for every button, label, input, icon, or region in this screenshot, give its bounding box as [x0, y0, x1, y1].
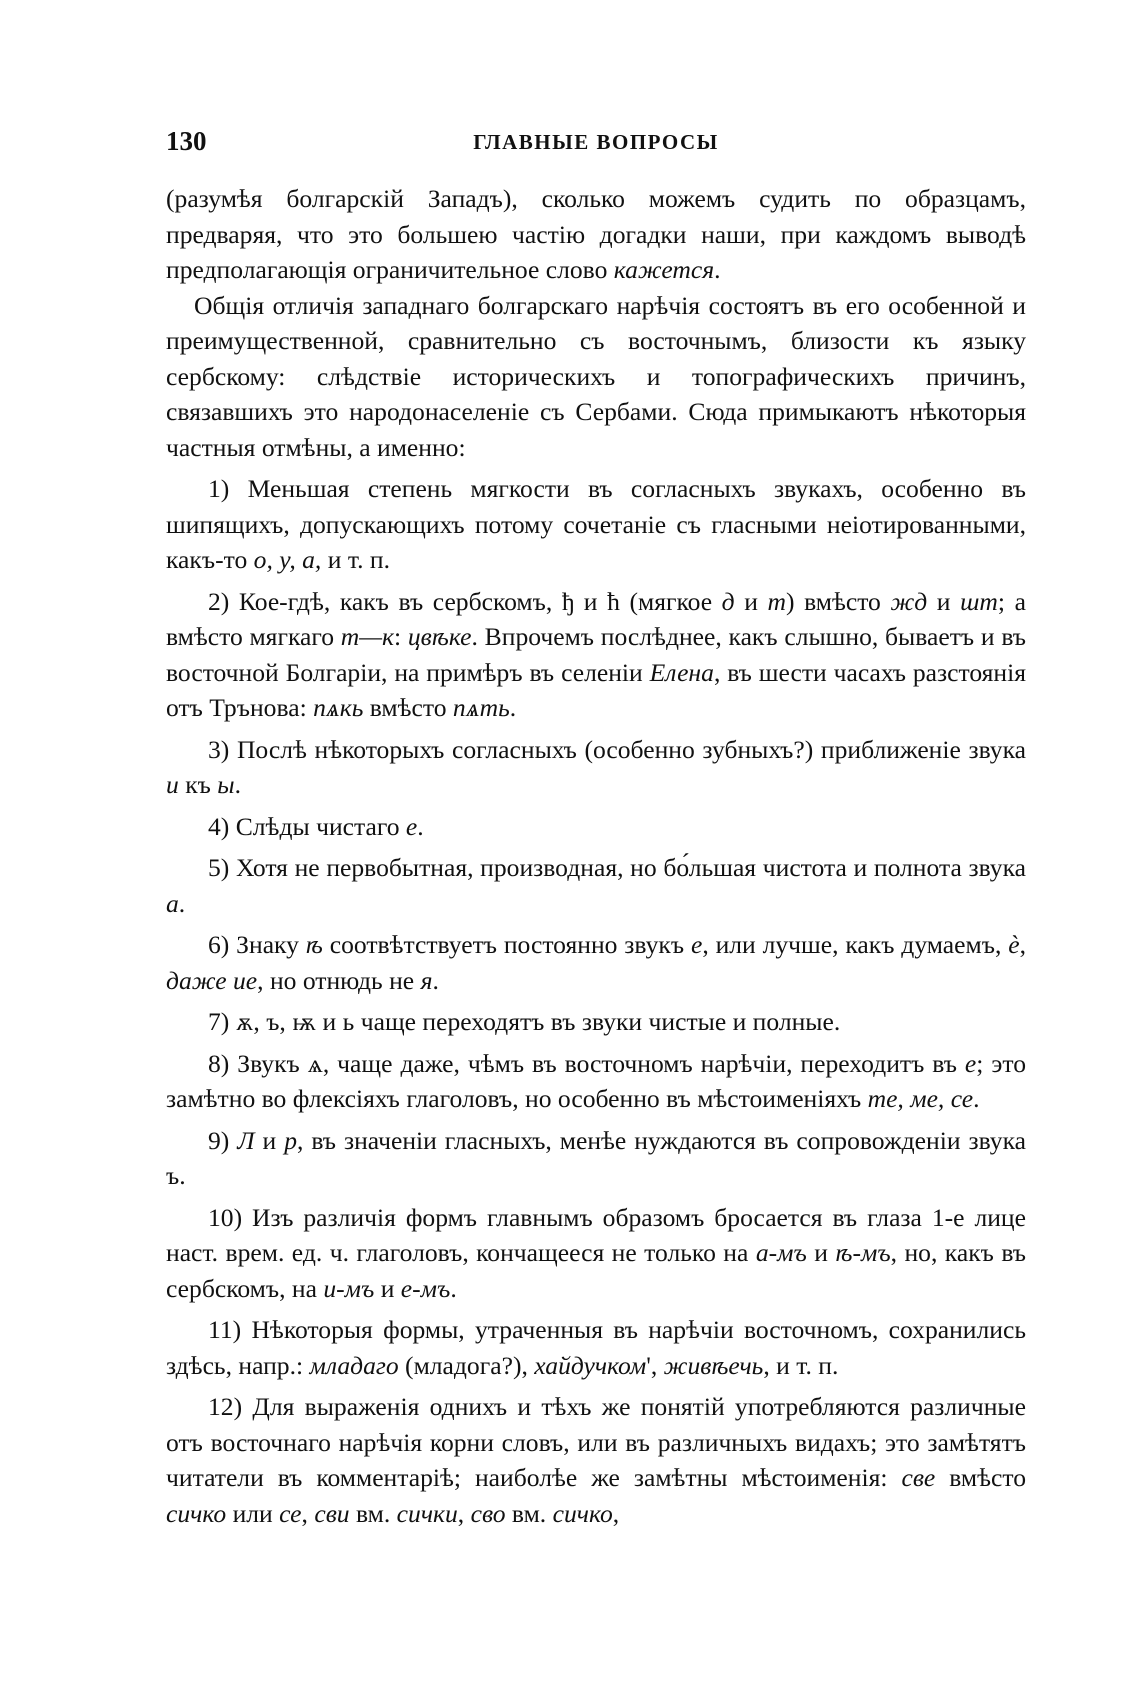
- italic-span: кажется: [613, 255, 715, 284]
- text-span: и: [374, 1273, 401, 1303]
- text-span: 3) Послѣ нѣкоторыхъ согласныхъ (особенно зубныхъ?) приближеніе звука: [208, 734, 1026, 764]
- general-differences-paragraph: Общія отличія западнаго болгарскаго нарѣчія состоятъ въ его особенной и преимущественной, сравнительно съ восточнымъ, близости къ языку сербскому: слѣдствіе историческихъ и топографическихъ причинъ, связавшихъ это народонаселеніе съ Сербами. Сюда примыкаютъ нѣкоторыя частныя отмѣны, а именно:: [166, 290, 1026, 462]
- list-item-7: 7) ѫ, ъ, ѭ и ь чаще переходятъ въ звуки чистые и полные.: [208, 1007, 841, 1036]
- italic-span: те, ме, се: [867, 1084, 974, 1113]
- italic-span: сичко: [552, 1498, 613, 1528]
- text-span: 5) Хотя не первобытная, производная, но бо́льшая чистота и полнота звука: [208, 853, 1026, 882]
- text-span: 2) Кое-гдѣ, какъ въ сербскомъ, ђ и ћ (мягкое: [208, 586, 722, 616]
- text-span: вмѣсто: [363, 693, 453, 722]
- text-span: и: [734, 586, 768, 616]
- italic-span: живѣечь: [663, 1350, 764, 1380]
- italic-span: а-мъ: [755, 1238, 807, 1267]
- list-item-1: [166, 471, 1026, 578]
- text-span: , въ значеніи гласныхъ, менѣе нуждаются въ сопровожденіи звука ъ.: [166, 1125, 1026, 1190]
- text-span: .: [432, 965, 439, 995]
- intro-paragraph: [166, 181, 1026, 288]
- italic-span: о, у, а,: [253, 545, 322, 574]
- italic-span: а: [166, 888, 179, 918]
- italic-span: ѐ: [1008, 930, 1020, 959]
- italic-span: я: [420, 965, 433, 995]
- italic-span: младаго: [309, 1350, 399, 1380]
- list-item-4: [166, 809, 1026, 845]
- page-header: [166, 126, 1026, 166]
- italic-span: д: [721, 586, 735, 616]
- italic-span: ѣ: [305, 930, 323, 959]
- text-span: , но отнюдь не: [257, 965, 421, 995]
- italic-span: ѣ-мъ: [835, 1238, 891, 1267]
- text-span: , въ шести часахъ разстоянія отъ Трънова:: [166, 657, 1026, 722]
- text-span: .: [509, 693, 517, 722]
- italic-span: хайдучком: [534, 1350, 647, 1380]
- text-span: ; а вмѣсто мягкаго: [166, 586, 1026, 651]
- italic-span: шт: [960, 586, 998, 616]
- italic-span: жд: [890, 586, 928, 616]
- italic-span: пѧть: [452, 693, 510, 722]
- italic-span: сички: [396, 1498, 458, 1528]
- text-span: и: [927, 586, 961, 616]
- italic-span: се: [279, 1498, 302, 1528]
- italic-span: Л: [237, 1125, 255, 1155]
- text-span: .: [714, 255, 721, 284]
- text-span: ; это замѣтно во флексіяхъ глаголовъ, но особенно въ мѣстоименіяхъ: [166, 1048, 1026, 1113]
- italic-span: даже: [166, 965, 227, 995]
- text-span: ',: [646, 1350, 664, 1380]
- text-span: ) вмѣсто: [786, 586, 891, 616]
- italic-span: е: [405, 811, 418, 841]
- italic-span: е-мъ: [400, 1273, 451, 1303]
- text-span: вм.: [505, 1498, 553, 1528]
- italic-span: т: [767, 586, 786, 616]
- italic-span: сичко: [166, 1498, 227, 1528]
- text-span: .: [417, 811, 424, 841]
- text-span: и: [254, 1125, 285, 1155]
- italic-span: пѧкь: [313, 693, 364, 722]
- text-span: ,: [301, 1498, 315, 1528]
- italic-span: е: [964, 1048, 977, 1078]
- text-span: , или лучше, какъ думаемъ,: [702, 930, 1009, 959]
- list-item-11: [166, 1312, 1026, 1383]
- italic-span: цвѣке: [407, 622, 472, 651]
- list-item-9: [166, 1123, 1026, 1194]
- running-title: ГЛАВНЫЕ ВОПРОСЫ: [473, 130, 719, 154]
- text-span: соотвѣтствуетъ постоянно звукъ: [322, 930, 691, 959]
- text-span: 8) Звукъ ѧ, чаще даже, чѣмъ въ восточномъ нарѣчіи, переходитъ въ: [208, 1048, 965, 1078]
- italic-span: све: [901, 1463, 936, 1492]
- text-span: и: [806, 1238, 836, 1267]
- list-item-6: [166, 927, 1026, 998]
- list-item-8: [166, 1046, 1026, 1117]
- text-span: къ: [178, 770, 218, 799]
- text-span: (разумѣя болгарскій Западъ), сколько можемъ судить по образцамъ, предваряя, что это большею частію догадки наши, при каждомъ выводѣ предполагающія ограничительное слово: [166, 184, 1026, 284]
- list-item-5: [166, 850, 1026, 921]
- text-span: 10) Изъ различія формъ главнымъ образомъ бросается въ глаза 1-е лице наст. врем. ед. ч. глаголовъ, кончащееся не только на: [166, 1202, 1026, 1267]
- list-item-2: [166, 584, 1026, 726]
- list-item-3: [166, 732, 1026, 803]
- text-span: :: [394, 622, 408, 651]
- list-item-12: [166, 1389, 1026, 1531]
- text-span: .: [178, 888, 186, 918]
- text-span: .: [234, 770, 242, 799]
- text-span: . Впрочемъ послѣднее, какъ слышно, бываетъ и въ восточной Болгаріи, на примѣръ въ селеніи: [166, 622, 1026, 687]
- italic-span: т—к: [340, 622, 394, 651]
- italic-span: и: [166, 770, 179, 799]
- text-span: или: [226, 1498, 280, 1528]
- italic-span: Елена: [649, 657, 714, 687]
- text-span: 1) Меньшая степень мягкости въ согласныхъ звукахъ, особенно въ шипящихъ, допускающихъ потому сочетаніе съ гласными неіотированными, какъ-то: [166, 474, 1026, 574]
- text-span: и т. п.: [321, 545, 390, 574]
- text-span: 4) Слѣды чистаго: [208, 811, 406, 841]
- text-span: вмѣсто: [935, 1463, 1026, 1492]
- italic-span: р: [284, 1125, 297, 1155]
- text-span: , и т. п.: [763, 1350, 839, 1380]
- text-span: , но, какъ въ сербскомъ, на: [166, 1238, 1027, 1303]
- text-span: 12) Для выраженія однихъ и тѣхъ же понятій употребляются различные отъ восточнаго нарѣчія корни словъ, или въ различныхъ видахъ; это замѣтятъ читатели въ комментаріѣ; наиболѣе же замѣтны мѣстоименія:: [166, 1392, 1026, 1492]
- italic-span: ие: [232, 965, 258, 995]
- italic-span: сви: [314, 1498, 350, 1528]
- text-span: 9): [208, 1125, 238, 1155]
- text-span: .: [973, 1084, 980, 1113]
- text-span: 6) Знаку: [208, 930, 306, 959]
- text-span: ,: [457, 1498, 471, 1528]
- text-span: ,: [612, 1498, 620, 1528]
- page-body: [166, 181, 1026, 1531]
- italic-span: е: [690, 930, 703, 959]
- text-span: вм.: [349, 1498, 397, 1528]
- italic-span: ы: [217, 770, 235, 799]
- text-span: (младога?),: [398, 1350, 535, 1380]
- list-item-10: [166, 1200, 1026, 1307]
- text-span: ,: [1019, 930, 1026, 959]
- italic-span: и-мъ: [323, 1273, 375, 1303]
- page-number: 130: [166, 126, 207, 156]
- italic-span: сво: [470, 1498, 506, 1528]
- text-span: .: [450, 1273, 457, 1303]
- text-span: 11) Нѣкоторыя формы, утраченныя въ нарѣчіи восточномъ, сохранились здѣсь, напр.:: [166, 1315, 1026, 1380]
